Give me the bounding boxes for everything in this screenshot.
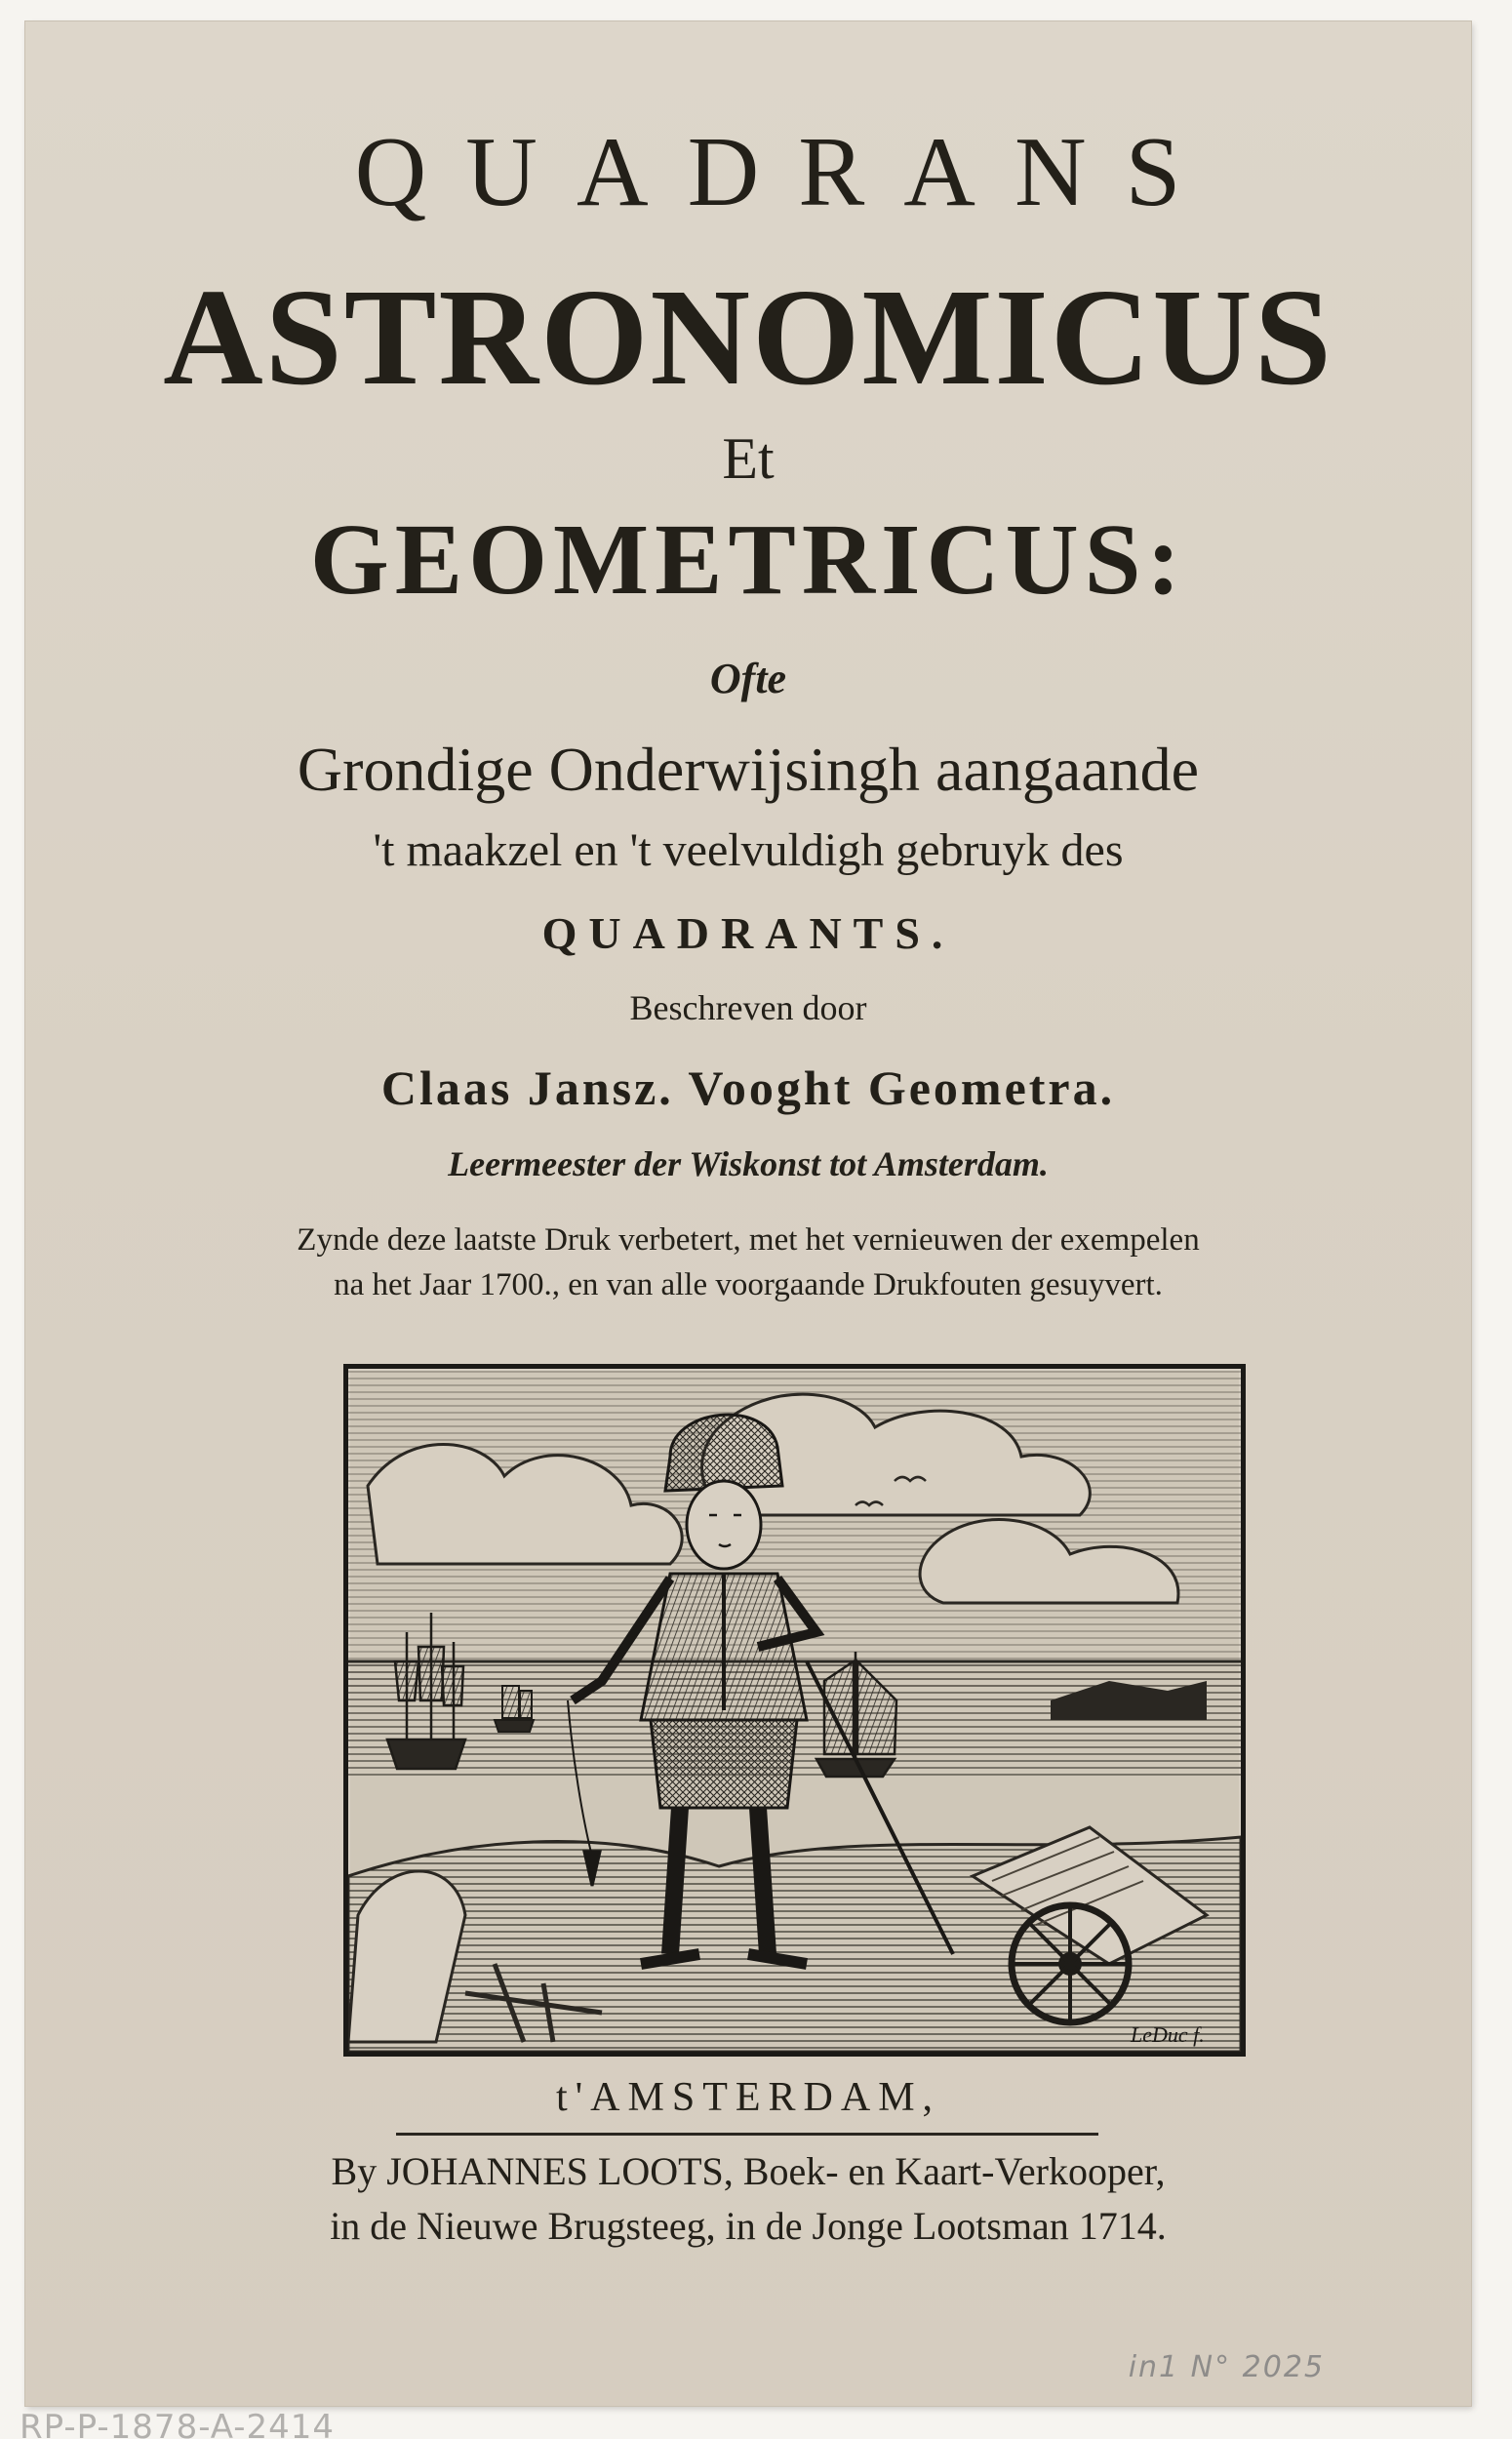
- subtitle-line-1: Grondige Onderwijsingh aangaande: [297, 735, 1200, 804]
- described-by: Beschreven door: [629, 988, 867, 1027]
- author-name: Claas Jansz. Vooght Geometra.: [380, 1060, 1116, 1115]
- imprint-line-1: By JOHANNES LOOTS, Boek- en Kaart-Verkooper,: [331, 2149, 1166, 2193]
- imprint-line-2: in de Nieuwe Brugsteeg, in de Jonge Lootsman 1714.: [330, 2204, 1167, 2248]
- handwritten-annotation: in1 N° 2025: [1128, 2350, 1325, 2384]
- title-line-et: Et: [722, 426, 775, 491]
- imprint-printer: [25, 2144, 1471, 2254]
- woodcut-drawing: [348, 1369, 1241, 2052]
- title-line-quadrans: QUADRANS: [354, 117, 1220, 227]
- imprint-city: t'AMSTERDAM,: [555, 2075, 941, 2120]
- subtitle-quadrants: QUADRANTS.: [541, 908, 955, 958]
- woodcut-signature: LeDuc f.: [1131, 2022, 1205, 2047]
- edition-note-line-1: Zynde deze laatste Druk verbetert, met het vernieuwen der exempelen: [297, 1222, 1200, 1258]
- woodcut-illustration: [343, 1364, 1246, 2057]
- subtitle-line-2: 't maakzel en 't veelvuldigh gebruyk des: [373, 824, 1124, 876]
- title-line-astronomicus: ASTRONOMICUS: [163, 260, 1333, 414]
- title-line-geometricus: GEOMETRICUS:: [309, 503, 1187, 616]
- title-page: [25, 21, 1471, 2406]
- edition-note: [25, 1218, 1471, 1307]
- inventory-number: RP-P-1878-A-2414: [20, 2408, 336, 2439]
- author-position: Leermeester der Wiskonst tot Amsterdam.: [448, 1144, 1049, 1183]
- imprint-rule: [396, 2133, 1098, 2136]
- subtitle-ofte: Ofte: [709, 655, 787, 702]
- edition-note-line-2: na het Jaar 1700., en van alle voorgaande Drukfouten gesuyvert.: [334, 1267, 1163, 1302]
